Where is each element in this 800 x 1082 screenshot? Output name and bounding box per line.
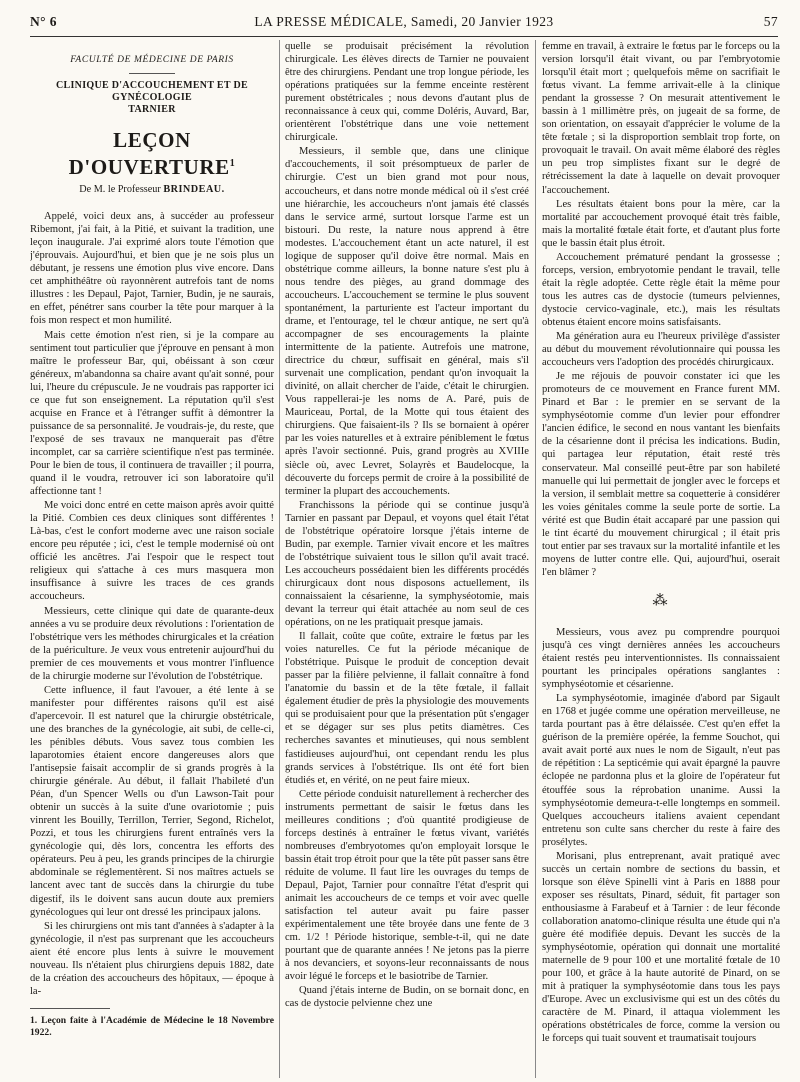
column-1 [30, 40, 274, 1080]
section-asterism: ⁂ [652, 592, 670, 609]
paragraph: Je me réjouis de pouvoir constater ici que les promoteurs de ce mouvement en France furent MM. Pinard et Bar : le premier en se servant de la symphyséotomie comme d'un levier pour effondrer l'ancien édifice, le second en nous vantant les bienfaits de la césarienne dont il précisa les indications. Budin, qui partagea leur réputation, était resté très conservateur. Mal conseillé peut-être par son habileté manuelle qui lui permettait de jongler avec le forceps et la version, il semblait mettre sa coquetterie à considérer les voies génitales comme la seule porte de sortie. La vérité est que Budin était accaparé par une passion qui le tint écarté du mouvement chirurgical ; il était pris tout entier par ses travaux sur la mortalité infantile et les moyens de lutter contre elle. Qui, aujourd'hui, oserait l'en blâmer ? [542, 371, 780, 578]
journal-title: LA PRESSE MÉDICALE, Samedi, 20 Janvier 1923 [254, 14, 554, 29]
paragraph: Messieurs, il semble que, dans une clinique d'accouchements, il soit présomptueux de parler de chirurgie. C'est un bien grand mot pour nous, accoucheurs, et dans notre monde médical où il s'est créé une hiérarchie, les accoucheurs n'ont jamais été classés dans le service armé, surtout lorsque l'arme est un bistouri. Du reste, la nature nous apprend à être modestes. L'accouchement étant un acte naturel, il est logique de supposer qu'il doive être normal. Mais en obstétrique comme ailleurs, la bonne nature s'est plu à nous tendre des pièges, au grand dommage des accoucheurs. L'accouchement se termine le plus souvent spontanément, la parturiente est l'acteur important du drame, et l'entourage, tel le chœur antique, ne sert qu'à accompagner de ses encouragements la plainte intermittente de la patiente. Autrefois une matrone, directrice du chœur, suffisait en général, mais s'il survenait une complication, pendant qu'on invoquait la divinité, on allait chercher de l'aide, c'était le chirurgien. Vous rappellerai-je les noms de A. Paré, puis de Mauriceau, Portal, de la Motte qui tous étaient des chirurgiens. Que faisaient-ils ? Ils se bornaient à opérer par les voies naturelles et à extraire péniblement le fœtus après l'avoir sectionné. Puis, grand progrès au XVIIIe siècle où, avec Levret, Solayrès et Baudelocque, la découverte du forceps permit de croire à la possibilité de terminer la plupart des accouchements. [285, 146, 529, 497]
footnote-rule [30, 1008, 110, 1009]
paragraph: La symphyséotomie, imaginée d'abord par Sigault en 1768 et jugée comme une opération merveilleuse, ne tarda pourtant pas à être délaissée. C'est qu'en effet la guérison de la première opérée, la femme Souchot, qui avait avait porté aux nues le nom de Sigault, n'eut pas de répétition : La septicémie qui avait épargné la pauvre éclopée ne pardonna plus et la gloire de l'opérateur fut étouffée sous la réprobation unanime. Aussi la symphyséotomie demeura-t-elle longtemps en sommeil. Quelques accoucheurs italiens avaient cependant entretenu son culte sans chercher du reste à faire des prosélytes. [542, 693, 780, 848]
paragraph: quelle se produisait précisément la révolution chirurgicale. Les élèves directs de Tarnier ne pouvaient être des chirurgiens. Pendant une trop longue période, les opérations pratiquées sur la femme enceinte restèrent purement obstétricales ; nous devons d'autant plus de reconnaissance à ceux qui, comme Doléris, Auvard, Bar, orientèrent l'obstétrique dans une voie nettement chirurgicale. [285, 41, 529, 144]
issue-number: N° 6 [30, 14, 57, 29]
paragraph: Me voici donc entré en cette maison après avoir quitté la Pitié. Combien ces deux cliniques sont différentes ! Là-bas, c'est le confort moderne avec une raison sociale encore peu réputée ; ici, c'est le temple modernisé où ont officié les ancêtres. J'ai l'espoir que le respect tout religieux qui s'attache à ces murs masquera mon insuffisance à suivre les traces de ces grands accoucheurs. [30, 500, 274, 603]
paragraph: Quand j'étais interne de Budin, on se bornait donc, en cas de dystocie pelvienne chez une [285, 985, 529, 1010]
header-rule [30, 36, 778, 37]
page-number: 57 [763, 14, 778, 29]
column-3 [542, 40, 780, 1076]
column-2 [285, 40, 529, 1076]
running-head [30, 14, 778, 36]
clinic-heading-line-2: TARNIER [128, 104, 176, 116]
paragraph: Ma génération aura eu l'heureux privilège d'assister au début du mouvement révolutionnaire qui poussa les accoucheurs vers l'adoption des procédés chirurgicaux. [542, 331, 780, 369]
clinic-heading-line-1: CLINIQUE D'ACCOUCHEMENT ET DE GYNÉCOLOGIE [56, 80, 248, 104]
paragraph: Cette influence, il faut l'avouer, a été lente à se manifester pour différentes raisons qu'il est aisé d'apercevoir. Il est naturel que la chirurgie obstétricale, une des branches de la gynécologie, ait subi, de celle-ci, les pénibles débuts. Vous savez tous combien les laparotomies étaient encore dangereuses alors que l'antisepsie faisait accomplir de si grands progrès à la chirurgie générale. Au début, il fallait l'habileté d'un Péan, d'un Spencer Wells ou d'un Lawson-Tait pour obtenir un succès à la suite d'une ovariotomie ; puis vinrent les Bouilly, Terrillon, Terrier, Segond, Richelot, Pozzi, et tous les chirurgiens furent entraînés vers la gynécologie qui, dès lors, concentra les efforts des opérateurs. Peu à peu, les grands principes de la chirurgie abdominale se réglementèrent. Si nos maîtres actuels se lancent avec tant de succès dans la chirurgie du tube digestif, ils le doivent sans aucun doute aux premiers gynécologues qui leur ont dressé les principaux jalons. [30, 684, 274, 918]
paragraph: Messieurs, vous avez pu comprendre pourquoi jusqu'à ces vingt dernières années les accoucheurs étaient restés peu interventionnistes. Ils connaissaient pourtant les principales opérations sanglantes : symphyséotomie et césarienne. [542, 626, 780, 691]
paragraph: Les résultats étaient bons pour la mère, car la mortalité par accouchement provoqué était très faible, mais la mortalité fœtale était forte, et d'autant plus forte que le bassin était plus étroit. [542, 198, 780, 249]
paragraph: Accouchement prématuré pendant la grossesse ; forceps, version, embryotomie pendant le travail, telle était la règle adoptée. Cette règle était la même pour tous les autres cas de dystocie (tumeurs pelviennes, dystocie cervico-vaginale, etc.), mais les résultats obtenus étaient encore moins satisfaisants. [542, 251, 780, 328]
author-line [30, 183, 274, 196]
faculty-heading: FACULTÉ DE MÉDECINE DE PARIS [70, 55, 234, 65]
author-prefix: De M. le Professeur [79, 184, 161, 196]
paragraph: Morisani, plus entreprenant, avait pratiqué avec succès un certain nombre de sections du bassin, et lorsque son élève Spinelli vint à Paris en 1888 pour exposer ses résultats, Pinard, séduit, fit partager son enthousiasme à Farabeuf et à Tarnier : de leur féconde collaboration anatomo-clinique résulta une étude qui n'a guère été modifiée depuis. Devant les succès de la symphyséotomie, opération qui donnait une mortalité maternelle de 9 pour 100 et une mortalité fœtale de 10 pour 100, et grâce à la haute autorité de Pinard, on se mit à pratiquer la symphyséotomie dans tous les pays d'Europe. Avec un exclusivisme qui est un des côtés du caractère de M. Pinard, il attaqua violemment les opérations obstétricales de force, comme la version ou le forceps qui tuait souvent et traumatisait toujours [542, 850, 780, 1045]
paragraph: Si les chirurgiens ont mis tant d'années à s'adapter à la gynécologie, il n'est pas surprenant que les accoucheurs aient été encore plus lents à suivre le mouvement nouveau. Ils n'étaient plus chirurgiens depuis 1882, date de la création des accoucheurs des hôpitaux, — époque à la- [30, 920, 274, 997]
paragraph: Appelé, voici deux ans, à succéder au professeur Ribemont, j'ai fait, à la Pitié, et suivant la tradition, une leçon inaugurale. J'ai exprimé alors toute l'émotion que j'éprouvais. Aujourd'hui, et bien que je ne sois plus un débutant, je ressens une émotion plus vive encore. Dans cet amphithéâtre où rayonnèrent autrefois tant de noms illustres : les Depaul, Pajot, Tarnier, Budin, je ne saurais, en effet, pénétrer sans courber la tête pour marquer à la fois mon respect et mon humilité. [30, 211, 274, 327]
article-title [30, 128, 274, 179]
clinic-heading [30, 80, 274, 116]
footnote: 1. Leçon faite à l'Académie de Médecine le 18 Novembre 1922. [30, 1014, 274, 1038]
column-divider-2 [535, 40, 536, 1078]
paragraph: Messieurs, cette clinique qui date de quarante-deux années a vu se produire deux révolutions : l'orientation de l'obstétrique vers les méthodes chirurgicales et la création de la puériculture. Je veux vous entretenir aujourd'hui du premier de ces mouvements et vous montrer l'influence de la chirurgie moderne sur l'évolution de l'obstétrique. [30, 605, 274, 682]
paragraph: Il fallait, coûte que coûte, extraire le fœtus par les voies naturelles. Ce fut la période mécanique de l'obstétrique. Puisque le produit de conception devait passer par la filière pelvienne, il fallait connaître à fond l'anatomie du bassin et de la tête fœtale, il fallait également étudier de près la physiologie des mouvements qui se produisaient pour que la présentation pût s'engager et se dégager sur ses plus petits diamètres. Ces recherches savantes et minutieuses, qui nous semblent fastidieuses aujourd'hui, ont cependant rendu les plus grands services à l'obstétrique. Ils ont été fort bien étudiés et, en vérité, on ne peut faire mieux. [285, 631, 529, 786]
heading-rule [129, 73, 175, 74]
paragraph: Cette période conduisit naturellement à rechercher des instruments permettant de saisir le fœtus dans les meilleures conditions ; d'où quantité prodigieuse de forceps destinés à entraîner le fœtus vivant, variétés nombreuses d'embryotomes qu'on employait lorsque le bassin était trop étroit pour que la tête pût passer sans être réduite de volume. Il faut lire les ouvrages du temps de Depaul, Pajot, Tarnier pour connaître l'état d'esprit qui animait les accoucheurs de ce temps et voir avec quelle satisfaction tel auteur avait pu faire passer expérimentalement une tête broyée dans une fente de 3 cm. 1/2 ! Période historique, semble-t-il, qui ne date pourtant que de quarante années ! Ne jetons pas la pierre à nos devanciers, et soyons-leur reconnaissants de nous avoir légué le forceps et le basiotribe de Tarnier. [285, 788, 529, 983]
paragraph: Mais cette émotion n'est rien, si je la compare au sentiment tout particulier que j'éprouve en pensant à mon maître le professeur Bar, qui, obéissant à son cœur généreux, m'abandonna sa chaire avant qu'ait sonné, pour lui, l'heure du crépuscule. Je ne voudrais pas rapporter ici ce que fut son enseignement. La réputation qu'il s'est acquise en France et à l'étranger suffit à démontrer la puissance de sa personnalité. Je voudrais-je, du reste, que l'exposé de ses travaux ne manquerait pas d'être incomplet, car sa carrière scientifique n'est pas terminée. Pour le bien de tous, il continuera de travailler ; il pourra, quand il le voudra, retrouver ici son laboratoire qu'il affectionne tant ! [30, 329, 274, 498]
column-divider-1 [279, 40, 280, 1078]
paragraph: femme en travail, à extraire le fœtus par le forceps ou la version lorsqu'il était vivant, ou par l'embryotomie lorsqu'il était mort ; quelquefois même on sacrifiait le fœtus vivant. La femme arrivait-elle à la clinique pendant la grossesse ? On mesurait attentivement le bassin à 1 millimètre près, on jugeait de sa forme, de son orientation, on essayait d'apprécier le volume de la tête fœtale ; si la disproportion semblait trop forte, on provoquait le travail. On avait même élaboré des règles un peu trop simplistes fixant sur le degré de rétrécissement la date à laquelle on devait provoquer l'accouchement. [542, 41, 780, 196]
article-title-text: LEÇON D'OUVERTURE [68, 128, 230, 180]
paragraph: Franchissons la période qui se continue jusqu'à Tarnier en passant par Depaul, et voyons quel était l'état de l'obstétrique opératoire lorsque j'étais interne de Budin, par exemple. Tarnier vivait encore et les maîtres de l'obstétrique suivaient tous le sillon qu'il avait tracé. Les accoucheurs possédaient bien les différents procédés chirurgicaux dont nous disposons actuellement, ils connaissaient la césarienne, la symphyséotomie, mais devant la terreur qui était attachée au nom seul de ces opérations, on ne les pratiquait presque jamais. [285, 499, 529, 629]
title-footnote-marker: 1 [229, 158, 236, 170]
author-name: BRINDEAU. [163, 184, 225, 196]
